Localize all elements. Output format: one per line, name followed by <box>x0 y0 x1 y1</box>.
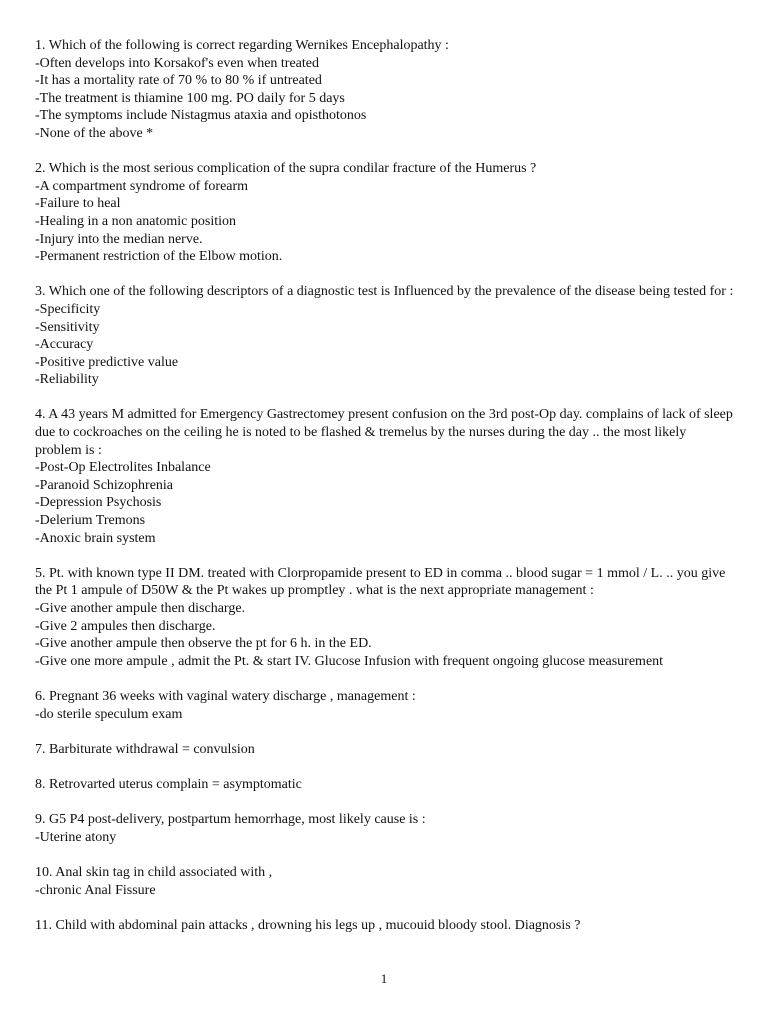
question-text: 6. Pregnant 36 weeks with vaginal watery discharge , management : <box>35 688 416 704</box>
answer-option: -Anoxic brain system <box>35 530 156 546</box>
answer-option: -Often develops into Korsakof's even when treated <box>35 55 319 71</box>
answer-option: -Depression Psychosis <box>35 495 162 511</box>
question-11 <box>35 917 735 935</box>
question-7 <box>35 741 735 759</box>
answer-option: -Delerium Tremons <box>35 513 146 529</box>
answer-option: -The treatment is thiamine 100 mg. PO daily for 5 days <box>35 90 345 106</box>
answer-option: -Sensitivity <box>35 319 100 335</box>
question-10 <box>35 864 735 899</box>
question-1 <box>35 37 735 143</box>
question-text: 5. Pt. with known type II DM. treated with Clorpropamide present to ED in comma .. blood sugar = 1 mmol / L. .. you give the Pt 1 ampule of D50W & the Pt wakes up promptley . what is the next appropriate management : <box>35 565 726 599</box>
answer-option: -Failure to heal <box>35 196 121 212</box>
document-page <box>35 37 735 952</box>
answer-option: -Reliability <box>35 372 99 388</box>
answer-option: -Give another ampule then observe the pt for 6 h. in the ED. <box>35 636 372 652</box>
question-text: 2. Which is the most serious complication of the supra condilar fracture of the Humerus ? <box>35 161 537 177</box>
answer-option: -Injury into the median nerve. <box>35 231 203 247</box>
question-text: 10. Anal skin tag in child associated with , <box>35 864 273 880</box>
question-text: 1. Which of the following is correct regarding Wernikes Encephalopathy : <box>35 38 449 53</box>
answer-option: -Specificity <box>35 301 101 317</box>
answer-option: -chronic Anal Fissure <box>35 882 156 898</box>
question-6 <box>35 688 735 723</box>
answer-option: -Give another ampule then discharge. <box>35 601 246 616</box>
answer-option: -Uterine atony <box>35 829 117 845</box>
answer-option: -Post-Op Electrolites Inbalance <box>35 460 211 476</box>
answer-option: -do sterile speculum exam <box>35 706 183 722</box>
answer-option: -Accuracy <box>35 337 94 353</box>
answer-option: -A compartment syndrome of forearm <box>35 178 249 194</box>
answer-option: -Healing in a non anatomic position <box>35 213 237 229</box>
page-number: 1 <box>380 971 388 986</box>
question-text: 4. A 43 years M admitted for Emergency Gastrectomey present confusion on the 3rd post-Op day. complains of lack of sleep due to cockroaches on the ceiling he is noted to be flashed & tremelus by the nurses during the day .. the most likely problem is : <box>35 407 733 458</box>
question-3 <box>35 283 735 389</box>
answer-option: -Permanent restriction of the Elbow motion. <box>35 249 283 265</box>
answer-option: -It has a mortality rate of 70 % to 80 % if untreated <box>35 73 322 89</box>
answer-option: -Give 2 ampules then discharge. <box>35 618 216 634</box>
answer-option: -The symptoms include Nistagmus ataxia and opisthotonos <box>35 108 367 124</box>
question-5 <box>35 565 735 671</box>
question-4 <box>35 406 735 547</box>
question-text: 9. G5 P4 post-delivery, postpartum hemorrhage, most likely cause is : <box>35 812 426 828</box>
question-2 <box>35 160 735 266</box>
answer-option: -Paranoid Schizophrenia <box>35 477 174 493</box>
answer-option: -Give one more ampule , admit the Pt. & start IV. Glucose Infusion with frequent ongoing glucose measurement <box>35 653 664 669</box>
question-text: 7. Barbiturate withdrawal = convulsion <box>35 741 255 757</box>
question-8 <box>35 776 735 794</box>
question-9 <box>35 811 735 846</box>
question-text: 3. Which one of the following descriptors of a diagnostic test is Influenced by the prevalence of the disease being tested for : <box>35 284 734 300</box>
answer-option: -Positive predictive value <box>35 354 179 370</box>
answer-option: -None of the above * <box>35 125 154 141</box>
question-text: 11. Child with abdominal pain attacks , drowning his legs up , mucouid bloody stool. Diagnosis ? <box>35 917 581 933</box>
question-text: 8. Retrovarted uterus complain = asymptomatic <box>35 776 302 792</box>
